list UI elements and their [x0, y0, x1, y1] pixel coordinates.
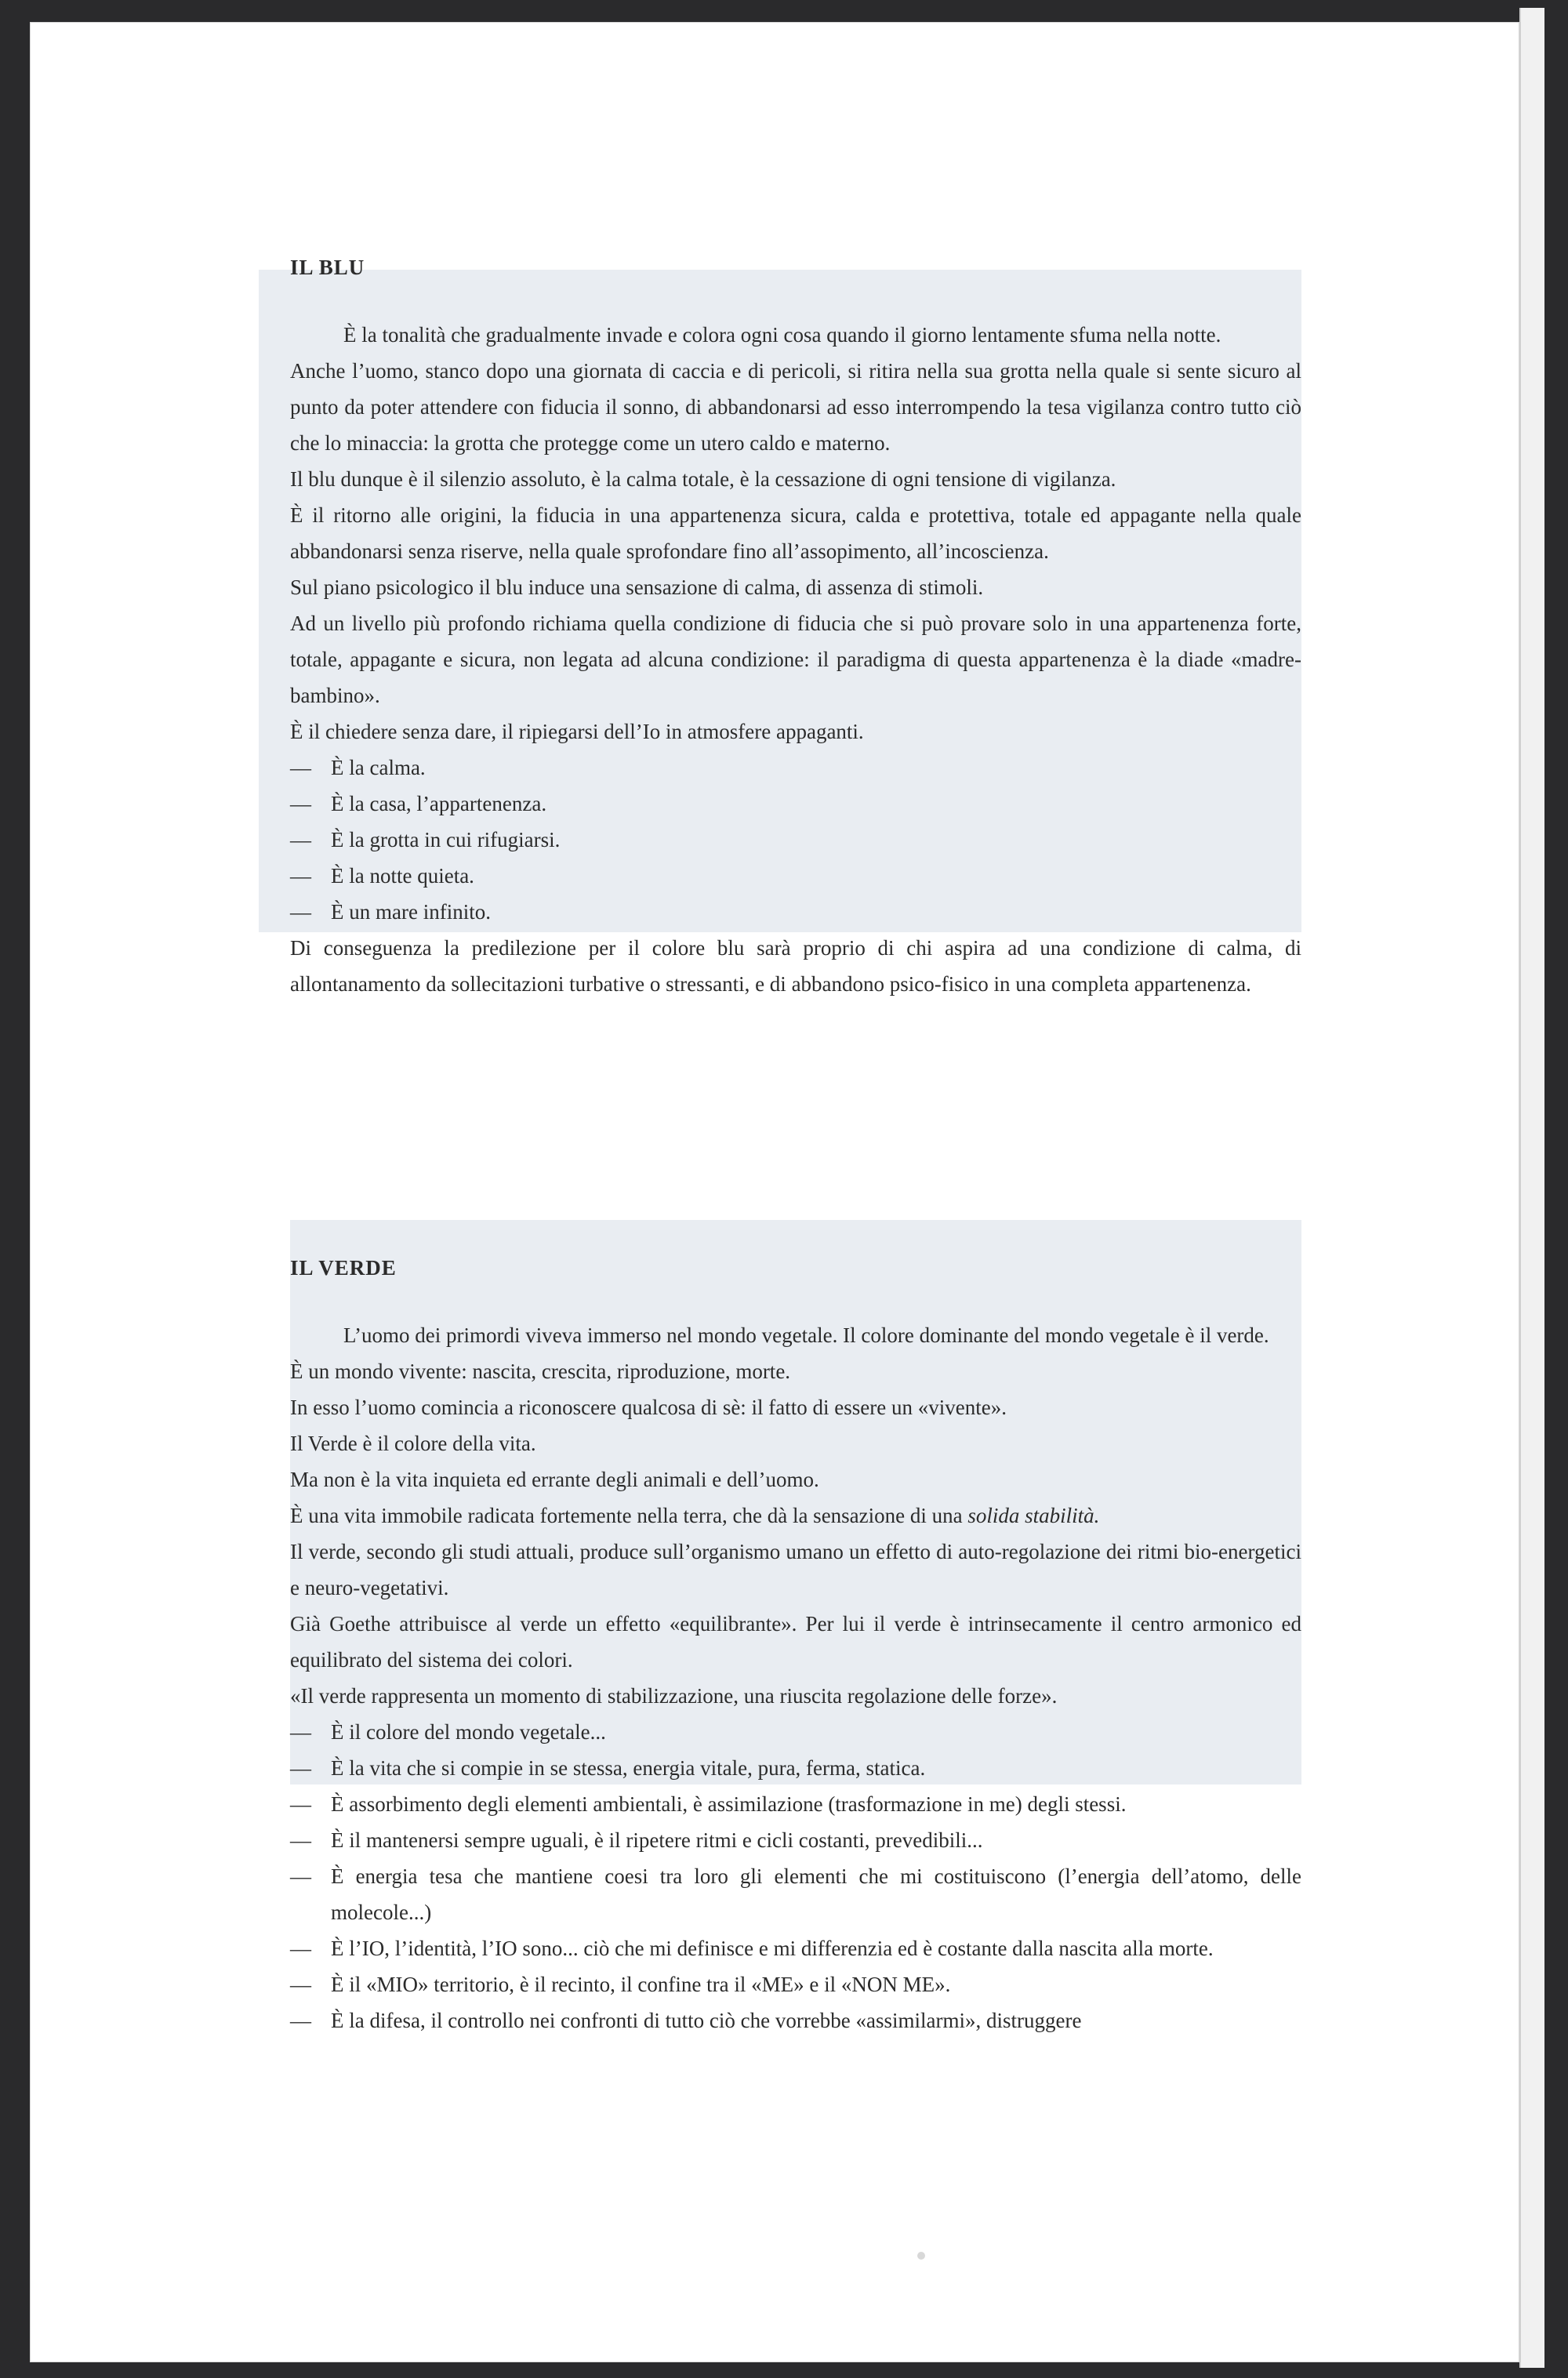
paragraph: È il chiedere senza dare, il ripiegarsi dell’Io in atmosfere appaganti.: [290, 720, 864, 743]
dash-item-text: È energia tesa che mantiene coesi tra loro gli elementi che mi costituiscono (l’energia dell’atomo, delle molecole...): [331, 1864, 1301, 1924]
section-title-blu: IL BLU: [290, 256, 365, 279]
paragraph: È un mondo vivente: nascita, crescita, riproduzione, morte.: [290, 1360, 791, 1383]
dash-mark: —: [290, 1864, 311, 1888]
dash-list-item: [290, 1714, 1301, 1750]
dash-item-text: È il colore del mondo vegetale...: [331, 1720, 606, 1744]
dash-item-text: È il mantenersi sempre uguali, è il ripetere ritmi e cicli costanti, prevedibili...: [331, 1828, 983, 1852]
stability-emphasis: solida stabilità.: [967, 1504, 1100, 1527]
section-verde: [259, 1250, 1301, 2039]
dash-mark: —: [290, 1756, 311, 1780]
page-edge: [1519, 8, 1544, 2368]
dash-mark: —: [290, 1792, 311, 1816]
dash-item-text: È assorbimento degli elementi ambientali, è assimilazione (trasformazione in me) degli stessi.: [331, 1792, 1127, 1816]
dash-item-text: È la grotta in cui rifugiarsi.: [331, 828, 561, 851]
dash-mark: —: [290, 792, 311, 815]
paragraph: Ad un livello più profondo richiama quella condizione di fiducia che si può provare solo in una appartenenza forte, totale, appagante e sicura, non legata ad alcuna condizione: il paradigma di questa appartenenza è la diade «madre-bambino».: [290, 612, 1301, 707]
dash-list-item: [290, 750, 1301, 786]
dash-list-item: [290, 1786, 1301, 1822]
paragraph: Ma non è la vita inquieta ed errante degli animali e dell’uomo.: [290, 1468, 819, 1491]
paragraph: In esso l’uomo comincia a riconoscere qualcosa di sè: il fatto di essere un «vivente».: [290, 1396, 1007, 1419]
dash-list-item: [290, 894, 1301, 930]
dash-item-text: È la vita che si compie in se stessa, energia vitale, pura, ferma, statica.: [331, 1756, 926, 1780]
section-blu: [259, 249, 1301, 1002]
page-mark: [917, 2252, 925, 2260]
dash-mark: —: [290, 1937, 311, 1960]
dash-list-item: [290, 822, 1301, 858]
dash-list-item: [290, 1858, 1301, 1930]
paragraph: Il verde, secondo gli studi attuali, produce sull’organismo umano un effetto di auto-regolazione dei ritmi bio-energetici e neuro-vegetativi.: [290, 1540, 1301, 1599]
dash-mark: —: [290, 900, 311, 924]
paragraph: Sul piano psicologico il blu induce una sensazione di calma, di assenza di stimoli.: [290, 575, 984, 599]
stability-text: È una vita immobile radicata fortemente nella terra, che dà la sensazione di una: [290, 1504, 968, 1527]
dash-item-text: È la notte quieta.: [331, 864, 474, 888]
dash-item-text: È la difesa, il controllo nei confronti di tutto ciò che vorrebbe «assimilarmi», distruggere: [331, 2009, 1082, 2032]
dash-list-item: [290, 786, 1301, 822]
paragraph: Il blu dunque è il silenzio assoluto, è la calma totale, è la cessazione di ogni tensione di vigilanza.: [290, 467, 1116, 491]
dash-item-text: È la calma.: [331, 756, 426, 779]
dash-list-item: [290, 1750, 1301, 1786]
dash-mark: —: [290, 1720, 311, 1744]
paragraph: Già Goethe attribuisce al verde un effetto «equilibrante». Per lui il verde è intrinsecamente il centro armonico ed equilibrato del sistema dei colori.: [290, 1612, 1301, 1672]
dash-mark: —: [290, 864, 311, 888]
stability-paragraph: [290, 1498, 1301, 1534]
dash-mark: —: [290, 1828, 311, 1852]
dash-list-item: [290, 1966, 1301, 2002]
dash-item-text: È un mare infinito.: [331, 900, 491, 924]
quote-paragraph: «Il verde rappresenta un momento di stabilizzazione, una riuscita regolazione delle forze».: [290, 1684, 1058, 1708]
paragraph: Il Verde è il colore della vita.: [290, 1432, 536, 1455]
section-body-blu: [290, 317, 1301, 1002]
dash-mark: —: [290, 828, 311, 851]
dash-list-item: [290, 2002, 1301, 2039]
dash-list-item: [290, 858, 1301, 894]
dash-item-text: È la casa, l’appartenenza.: [331, 792, 547, 815]
closing-paragraph: Di conseguenza la predilezione per il colore blu sarà proprio di chi aspira ad una condizione di calma, di allontanamento da sollecitazioni turbative o stressanti, e di abbandono psico-fisico in una completa appartenenza.: [290, 936, 1301, 996]
dash-item-text: È il «MIO» territorio, è il recinto, il confine tra il «ME» e il «NON ME».: [331, 1973, 951, 1996]
dash-mark: —: [290, 756, 311, 779]
dash-list-item: [290, 1822, 1301, 1858]
dash-mark: —: [290, 1973, 311, 1996]
dash-list-item: [290, 1930, 1301, 1966]
paragraph: Anche l’uomo, stanco dopo una giornata di caccia e di pericoli, si ritira nella sua grotta nella quale si sente sicuro al punto da poter attendere con fiducia il sonno, di abbandonarsi ad esso interrompendo la tesa vigilanza contro tutto ciò che lo minaccia: la grotta che protegge come un utero caldo e materno.: [290, 359, 1301, 455]
paragraph: L’uomo dei primordi viveva immerso nel mondo vegetale. Il colore dominante del mondo vegetale è il verde.: [343, 1323, 1269, 1347]
section-body-verde: [290, 1317, 1301, 2039]
dash-item-text: È l’IO, l’identità, l’IO sono... ciò che mi definisce e mi differenzia ed è costante dalla nascita alla morte.: [331, 1937, 1214, 1960]
paragraph: È la tonalità che gradualmente invade e colora ogni cosa quando il giorno lentamente sfuma nella notte.: [343, 323, 1221, 347]
paragraph: È il ritorno alle origini, la fiducia in una appartenenza sicura, calda e protettiva, totale ed appagante nella quale abbandonarsi senza riserve, nella quale sprofondare fino all’assopimento, all’incoscienza.: [290, 503, 1301, 563]
section-title-verde: IL VERDE: [290, 1256, 397, 1280]
dash-mark: —: [290, 2009, 311, 2032]
